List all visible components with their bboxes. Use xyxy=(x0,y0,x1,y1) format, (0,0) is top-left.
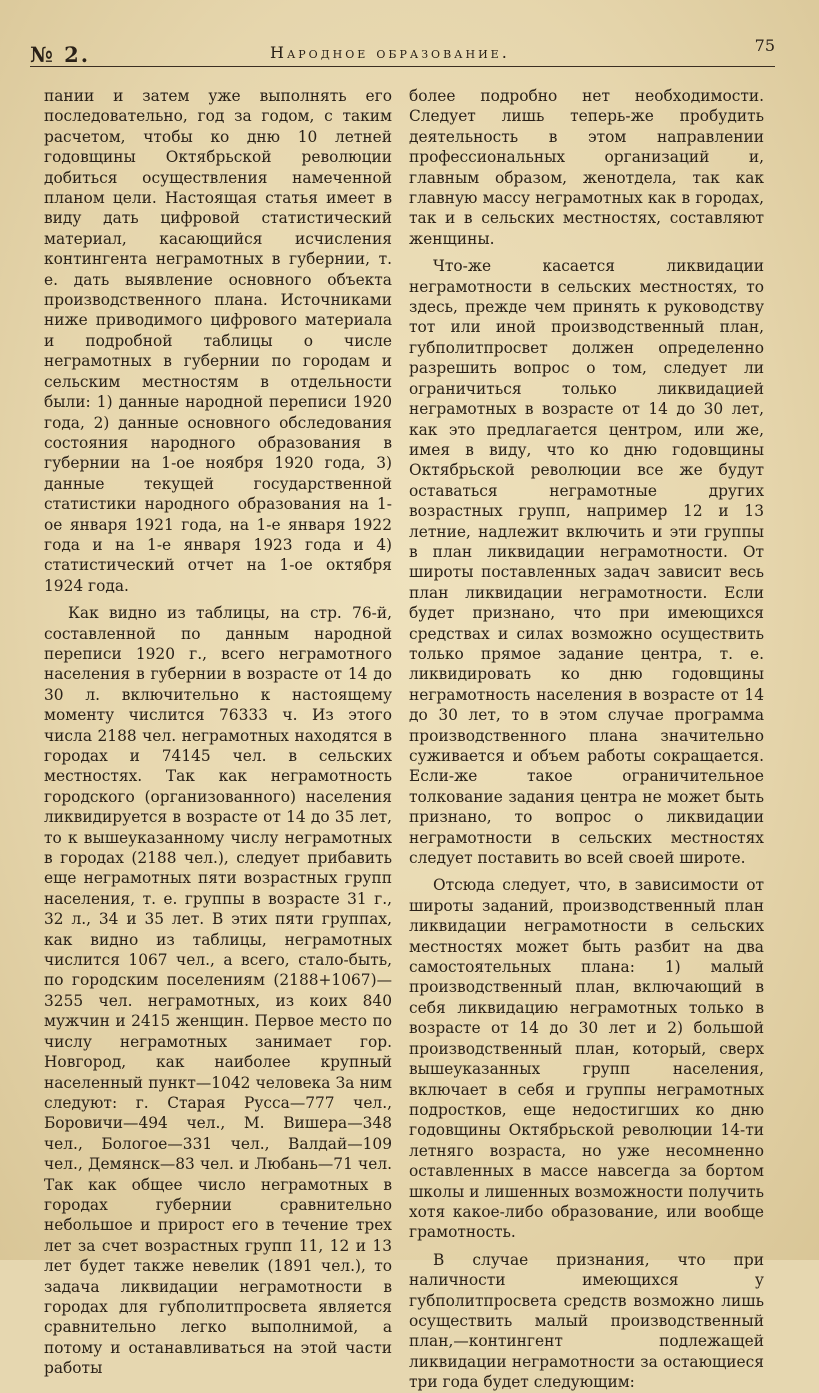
paragraph: Отсюда следует, что, в зависимости от широты заданий, производственный план ликвидации неграмотности в сельских местностях может быть разбит на два самостоятельных плана: 1) малый производственный план, включающий в себя ликвидацию неграмотных только в возрасте от 14 до 30 лет и 2) большой производственный план, который, сверх вышеуказанных групп населения, включает в себя и группы неграмотных подростков, еще недостигших ко дню годовщины Октябрьской революции 14-ти летняго возраста, но уже несомненно оставленных в массе навсегда за бортом школы и лишенных возможности получить хотя какое-либо образование, или вообще грамотность. xyxy=(409,876,764,1242)
paragraph: Что-же касается ликвидации неграмотности в сельских местностях, то здесь, прежде чем принять к руководству тот или иной производственный план, губполитпросвет должен определенно разрешить вопрос о том, следует ли ограничиться только ликвидацией неграмотных в возрасте от 14 до 30 лет, как это предлагается центром, или же, имея в виду, что ко дню годовщины Октябрьской революции все же будут оставаться неграмотные других возрастных групп, например 12 и 13 летние, надлежит включить и эти группы в план ликвидации неграмотности. От широты поставленных задач зависит весь план ликвидации неграмотности. Если будет признано, что при имеющихся средствах и силах возможно осуществить только прямое задание центра, т. е. ликвидировать ко дню годовщины неграмотность населения в возрасте от 14 до 30 лет, то в этом случае программа производственного плана значительно суживается и объем работы сокращается. Если-же такое ограничительное толкование задания центра не может быть признано, то вопрос о ликвидации неграмотности в сельских местностях следует поставить во всей своей широте. xyxy=(409,257,764,868)
journal-title: Народное образование. xyxy=(270,43,510,62)
paragraph: более подробно нет необходимости. Следует лишь теперь-же пробудить деятельность в этом направлении профессиональных организаций и, главным образом, женотдела, так как главную массу неграмотных как в городах, так и в сельских местностях, составляют женщины. xyxy=(409,87,764,248)
paragraph: Как видно из таблицы, на стр. 76-й, составленной по данным народной переписи 1920 г., всего неграмотного населения в губернии в возрасте от 14 до 30 л. включительно к настоящему моменту числится 76333 ч. Из этого числа 2188 чел. неграмотных находятся в городах и 74145 чел. в сельских местностях. Так как неграмотность городского (организованного) населения ликвидируется в возрасте от 14 до 35 лет, то к вышеуказанному числу неграмотных в городах (2188 чел.), следует прибавить еще неграмотных пяти возрастных групп населения, т. е. группы в возрасте 31 г., 32 л., 34 и 35 лет. В этих пяти группах, как видно из таблицы, неграмотных числится 1067 чел., а всего, стало-быть, по городским поселениям (2188+1067)—3255 чел. неграмотных, из коих 840 мужчин и 2415 женщин. Первое место по числу неграмотных занимает гор. Новгород, как наиболее крупный населенный пункт—1042 человека За ним следуют: г. Старая Русса—777 чел., Боровичи—494 чел., М. Вишера—348 чел., Бологое—331 чел., Валдай—109 чел., Демянск—83 чел. и Любань—71 чел. Так как общее число неграмотных в городах губернии сравнительно небольшое и прирост его в течение трех лет за счет возрастных групп 11, 12 и 13 лет будет также невелик (1891 чел.), то задача ликвидации неграмотности в городах для губполитпросвета является сравнительно легко выполнимой, а потому и останавливаться на этой части работы xyxy=(44,604,392,1378)
page-number: 75 xyxy=(754,36,775,55)
left-column xyxy=(44,86,392,1379)
paragraph: пании и затем уже выполнять его последовательно, год за годом, с таким расчетом, чтобы ко дню 10 летней годовщины Октябрьской революции добиться осуществления намеченной планом цели. Настоящая статья имеет в виду дать цифровой статистический материал, касающийся исчисления контингента неграмотных в губернии, т. е. дать выявление основного объекта производственного плана. Источниками ниже приводимого цифрового материала и подробной таблицы о числе неграмотных в губернии по городам и сельским местностям в отдельности были: 1) данные народной переписи 1920 года, 2) данные основного обследования состояния народного образования в губернии на 1-ое ноября 1920 года, 3) данные текущей государственной статистики народного образования на 1-ое января 1921 года, на 1-е января 1922 года и на 1-е января 1923 года и 4) статистический отчет на 1-ое октября 1924 года. xyxy=(44,87,392,595)
page-header xyxy=(30,32,775,67)
issue-number: № 2. xyxy=(30,42,91,67)
right-column xyxy=(409,86,764,1393)
paragraph: В случае признания, что при наличности имеющихся у губполитпросвета средств возможно лишь осуществить малый производственный план,—контингент подлежащей ликвидации неграмотности за остающиеся три года будет следующим: xyxy=(409,1250,764,1392)
